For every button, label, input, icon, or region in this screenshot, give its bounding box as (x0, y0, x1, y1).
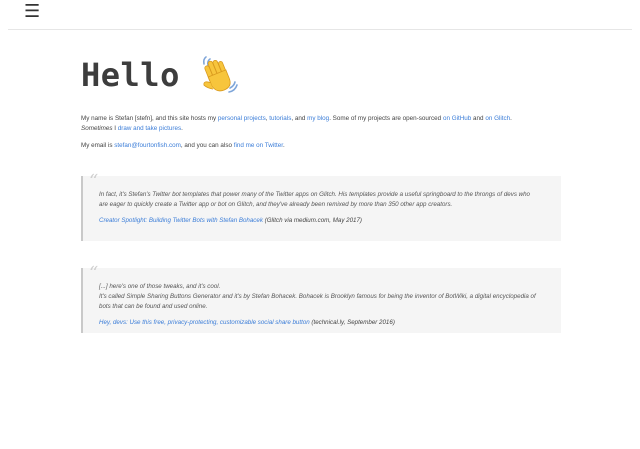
personal-projects-link[interactable]: personal projects (217, 115, 266, 122)
twitter-link[interactable]: find me on Twitter (233, 141, 283, 149)
intro-section (81, 52, 561, 151)
quote-body (83, 268, 561, 336)
github-link[interactable]: on GitHub (442, 115, 472, 122)
email-paragraph: My email is stefan@fourtonfish.com, and you can also find me on Twitter. (81, 141, 285, 149)
quote-text: In fact, it's Stefan's Twitter bot templates that power many of the Twitter apps on Glitch. His templates provide a useful springboard to the throngs of devs who are eager to quickly create a Twitter app or bot on Glitch, and they've already been remixed by more than 350 other app creators. (99, 191, 530, 208)
quote-mark-icon: “ (89, 263, 99, 284)
blog-link[interactable]: my blog (307, 115, 330, 122)
quote-glitch (81, 171, 561, 241)
glitch-link[interactable]: on Glitch (485, 115, 511, 122)
draw-pictures-link[interactable]: draw and take pictures (117, 125, 182, 132)
page-heading (81, 52, 561, 98)
waving-hand-icon (200, 55, 238, 95)
bio-paragraph: My name is Stefan [stefn], and this site hosts my personal projects, tutorials, and my blog. Some of my projects are open-sourced on GitHub and on Glitch. Sometimes I draw and take pictures. (81, 115, 512, 132)
email-link[interactable]: stefan@fourtonfish.com (114, 141, 181, 149)
bio-text (81, 114, 561, 151)
quote-source-link[interactable]: Hey, devs: Use this free, privacy-protecting, customizable social share button (99, 318, 310, 326)
quote-source-link[interactable]: Creator Spotlight: Building Twitter Bots with Stefan Bohacek (99, 217, 263, 225)
quote-citation: Creator Spotlight: Building Twitter Bots with Stefan Bohacek (Glitch via medium.com, May 2017) (99, 217, 362, 225)
quote-citation: Hey, devs: Use this free, privacy-protecting, customizable social share button (technical.ly, September 2016) (99, 318, 395, 326)
quote-text-line-2: It's called Simple Sharing Buttons Generator and it's by Stefan Bohacek. Bohacek is Brooklyn famous for being the inventor of BotWiki, a digital encyclopedia of bots that can be found and used online. (99, 292, 536, 310)
quote-text-line-1: [...] here's one of those tweaks, and it's cool. (99, 283, 221, 290)
quote-body (83, 176, 561, 234)
page-title: Hello (81, 56, 180, 94)
quote-mark-icon: “ (89, 171, 99, 192)
quote-technically (81, 263, 561, 333)
tutorials-link[interactable]: tutorials (269, 115, 292, 122)
menu-icon[interactable]: ☰ (24, 1, 41, 22)
top-navigation-bar (8, 0, 632, 30)
